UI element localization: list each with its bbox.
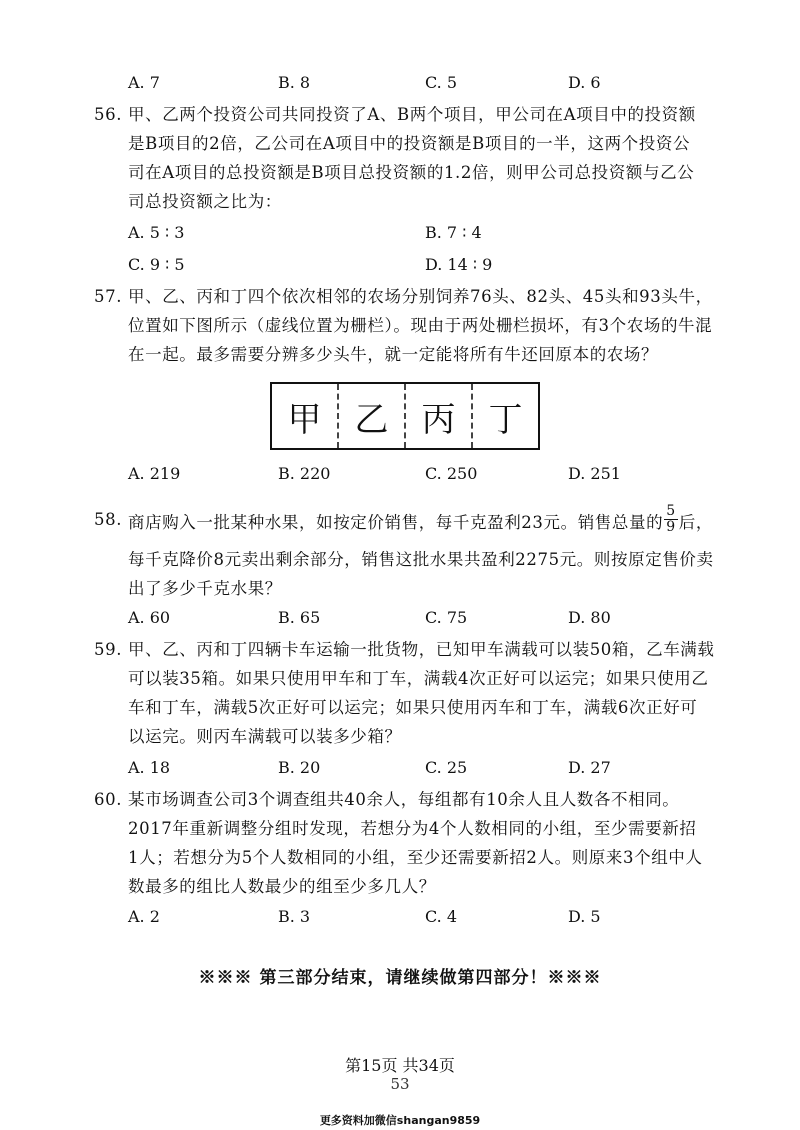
q58-option-c: C. 75 [425,608,468,627]
q59-option-b: B. 20 [278,758,321,777]
q56-line: 司在A项目的总投资额是B项目总投资额的1.2倍，则甲公司总投资额与乙公 [128,163,695,182]
q56-option-b: B. 7 ∶ 4 [425,223,482,242]
q55-option-a: A. 7 [128,73,160,92]
q56-option-d: D. 14 ∶ 9 [425,255,493,274]
q56-number: 56. [94,105,123,124]
fraction-denominator: 9 [666,519,676,535]
q60-line: 数最多的组比人数最少的组至少多几人？ [128,877,436,896]
farm-diagram [270,382,540,450]
q59-option-d: D. 27 [568,758,611,777]
q56-option-a: A. 5 ∶ 3 [128,223,185,242]
footer-note: 更多资料加微信shangan9859 [319,1114,481,1127]
q60-number: 60. [94,790,123,809]
q58-line-1-pre: 商店购入一批某种水果，如按定价销售，每千克盈利23元。销售总量的 [128,513,664,532]
q58-number: 58. [94,510,123,529]
q56-option-c: C. 9 ∶ 5 [128,255,185,274]
q58-line: 出了多少千克水果？ [128,579,282,598]
q59-option-a: A. 18 [128,758,171,777]
q55-option-b: B. 8 [278,73,311,92]
q60-line: 某市场调查公司3个调查组共40余人，每组都有10余人且人数各不相同。 [128,790,680,809]
q58-option-d: D. 80 [568,608,611,627]
q56-line: 司总投资额之比为： [128,192,282,211]
q57-option-d: D. 251 [568,464,621,483]
q57-number: 57. [94,287,123,306]
q60-option-c: C. 4 [425,907,458,926]
farm-jia: 甲 [272,384,339,448]
q58-line-1-post: 后， [678,513,713,532]
q56-line: 甲、乙两个投资公司共同投资了A、B两个项目，甲公司在A项目中的投资额 [128,105,696,124]
q59-line: 可以装35箱。如果只使用甲车和丁车，满载4次正好可以运完；如果只使用乙 [128,669,709,688]
q60-option-a: A. 2 [128,907,160,926]
q56-line: 是B项目的2倍，乙公司在A项目中的投资额是B项目的一半，这两个投资公 [128,134,691,153]
q58-line: 每千克降价8元卖出剩余部分，销售这批水果共盈利2275元。则按原定售价卖 [128,550,714,569]
fraction-numerator: 5 [666,503,676,519]
q60-line: 2017年重新调整分组时发现，若想分为4个人数相同的小组，至少需要新招 [128,819,697,838]
farm-bing: 丙 [406,384,473,448]
section-end-banner: ※※※ 第三部分结束，请继续做第四部分！※※※ [198,968,602,988]
page-label: 第15页 共34页 [345,1056,455,1075]
q60-line: 1人；若想分为5个人数相同的小组，至少还需要新招2人。则原来3个组中人 [128,848,703,867]
farm-yi: 乙 [339,384,406,448]
q59-number: 59. [94,640,123,659]
q55-option-c: C. 5 [425,73,458,92]
q60-option-b: B. 3 [278,907,311,926]
q59-line: 以运完。则丙车满载可以装多少箱？ [128,727,402,746]
q57-option-c: C. 250 [425,464,478,483]
q59-option-c: C. 25 [425,758,468,777]
q57-line: 甲、乙、丙和丁四个依次相邻的农场分别饲养76头、82头、45头和93头牛， [128,287,713,306]
q58-option-b: B. 65 [278,608,321,627]
q57-line: 位置如下图所示（虚线位置为栅栏）。现由于两处栅栏损坏，有3个农场的牛混 [128,316,713,335]
q57-line: 在一起。最多需要分辨多少头牛，就一定能将所有牛还回原本的农场？ [128,345,659,364]
q55-option-d: D. 6 [568,73,601,92]
q57-option-b: B. 220 [278,464,331,483]
q58-line-1 [128,503,713,539]
q60-option-d: D. 5 [568,907,601,926]
q59-line: 车和丁车，满载5次正好可以运完；如果只使用丙车和丁车，满载6次正好可 [128,698,698,717]
q58-option-a: A. 60 [128,608,171,627]
q59-line: 甲、乙、丙和丁四辆卡车运输一批货物，已知甲车满载可以装50箱，乙车满载 [128,640,715,659]
farm-ding: 丁 [488,399,523,440]
q57-option-a: A. 219 [128,464,181,483]
page-number: 53 [390,1075,410,1093]
q58-fraction [664,504,678,535]
